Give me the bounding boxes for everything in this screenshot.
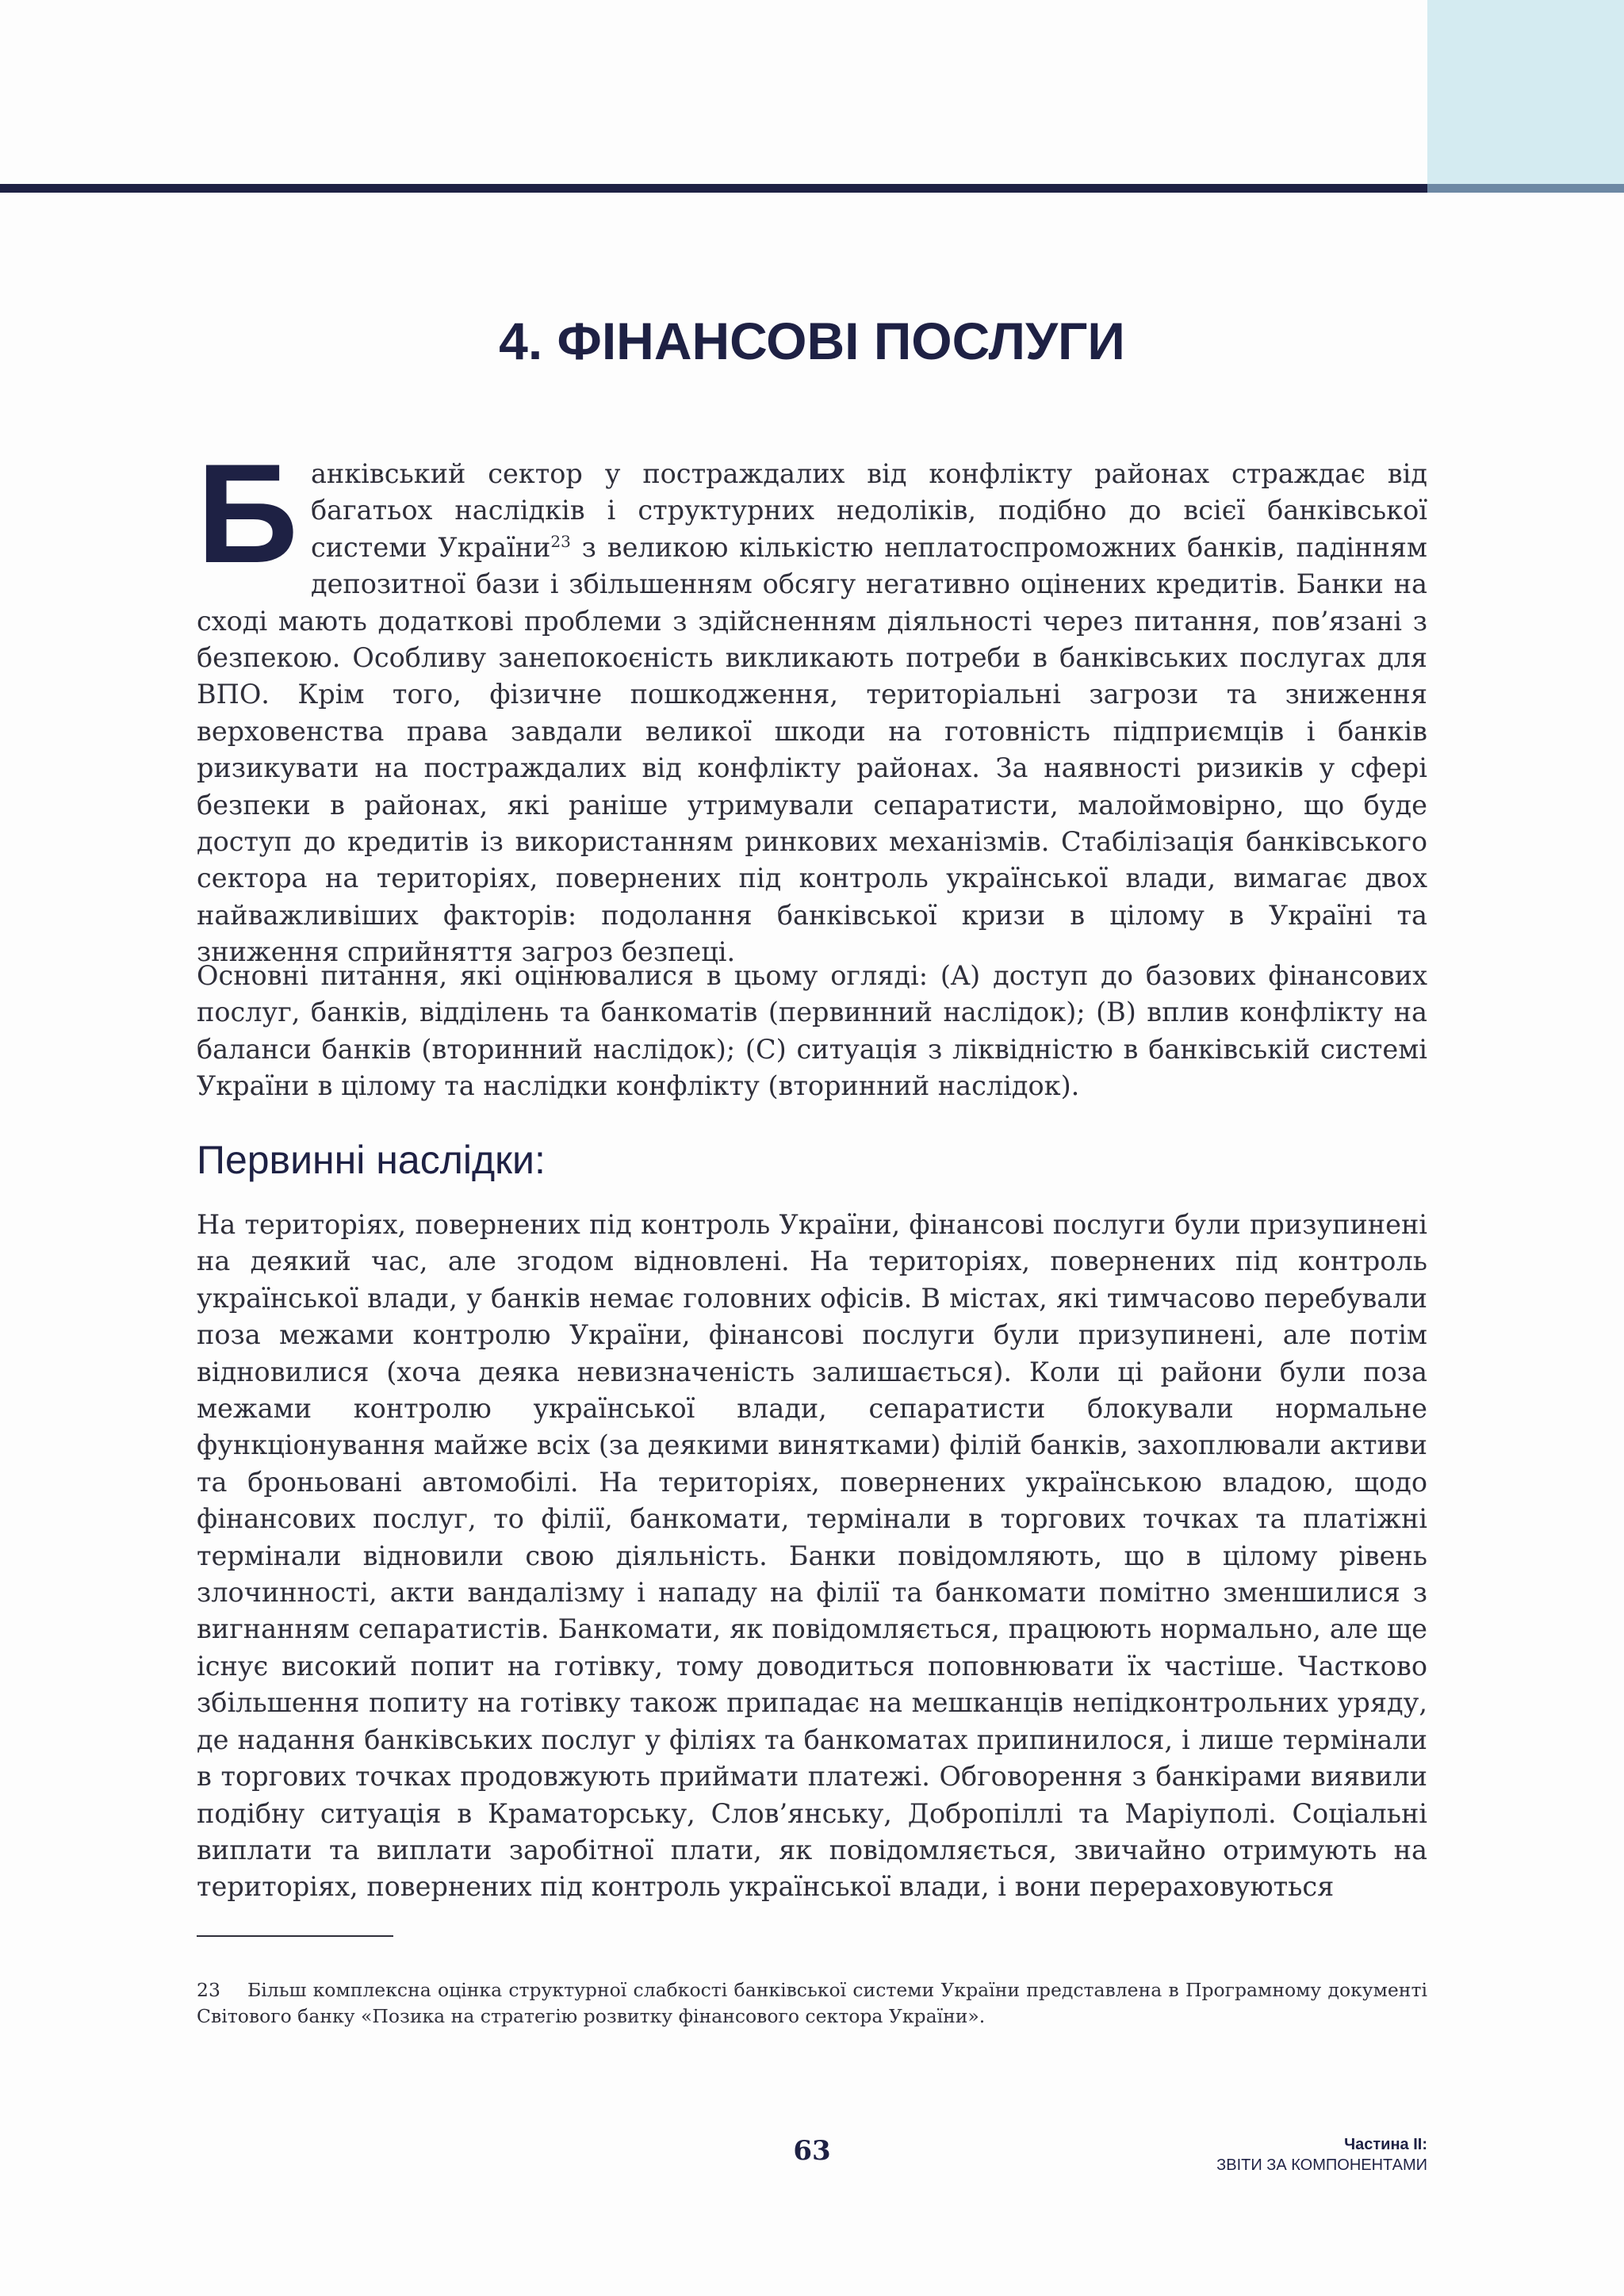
chapter-title: 4. ФІНАНСОВІ ПОСЛУГИ <box>499 312 1125 370</box>
intro-text-start: анківський сектор у постраждалих від конфлікту районах страждає від багатьох наслідків і структурних недоліків, подібно до всієї банківської системи України <box>310 458 1427 563</box>
footnote-divider <box>197 1935 393 1937</box>
drop-cap: Б <box>197 434 298 592</box>
intro-paragraph <box>197 434 1427 971</box>
running-footer <box>1216 2134 1427 2175</box>
header-corner-block <box>1427 0 1624 186</box>
header-rule-accent <box>1427 184 1624 193</box>
footnote <box>197 1977 1427 2030</box>
header-rule <box>0 184 1427 193</box>
section-heading: Первинні наслідки: <box>197 1138 546 1182</box>
footnote-text: Більш комплексна оцінка структурної слабкості банківської системи України представлена в Програмному документі Світового банку «Позика на стратегію розвитку фінансового сектора України». <box>197 1979 1427 2027</box>
section-paragraph: На територіях, повернених під контроль України, фінансові послуги були призупинені на деякий час, але згодом відновлені. На територіях, повернених під контроль української влади, у банків немає головних офісів. В містах, які тимчасово перебували поза межами контролю України, фінансові послуги були призупинені, але потім відновилися (хоча деяка невизначеність залишається). Коли ці райони були поза межами контролю української влади, сепаратисти блокували нормальне функціонування майже всіх (за деякими винятками) філій банків, захоплювали активи та броньовані автомобілі. На територіях, повернених українською владою, щодо фінансових послуг, то філії, банкомати, термінали в торгових точках та платіжні термінали відновили свою діяльність. Банки повідомляють, що в цілому рівень злочинності, акти вандалізму і нападу на філії та банкомати помітно зменшилися з вигнанням сепаратистів. Банкомати, як повідомляється, працюють нормально, але ще існує високий попит на готівку, тому доводиться поповнювати їх частіше. Частково збільшення попиту на готівку також припадає на мешканців непідконтрольних уряду, де надання банківських послуг у філіях та банкоматах припинилося, і лише термінали в торгових точках продовжують приймати платежі. Обговорення з банкірами виявили подібну ситуація в Краматорську, Слов’янську, Добропіллі та Маріуполі. Соціальні виплати та виплати заробітної плати, як повідомляється, звичайно отримують на територіях, повернених під контроль української влади, і вони перераховуються <box>197 1209 1427 1903</box>
footer-part-subtitle: ЗВІТИ ЗА КОМПОНЕНТАМИ <box>1216 2156 1427 2174</box>
page-number: 63 <box>793 2135 831 2167</box>
assessment-paragraph: Основні питання, які оцінювалися в цьому огляді: (A) доступ до базових фінансових послуг, банків, відділень та банкоматів (первинний наслідок); (B) вплив конфлікту на баланси банків (вторинний наслідок); (C) ситуація з ліквідністю в банківській системі України в цілому та наслідки конфлікту (вторинний наслідок). <box>197 960 1427 1102</box>
footnote-number: 23 <box>197 1979 220 2001</box>
footnote-reference[interactable]: 23 <box>550 531 571 551</box>
footer-part-label: Частина II: <box>1344 2136 1427 2153</box>
intro-text-end: з великою кількістю неплатоспроможних банків, падінням депозитної бази і збільшенням обсягу негативно оцінених кредитів. Банки на сході мають додаткові проблеми з здійсненням діяльності через питання, пов’язані з безпекою. Особливу занепокоєність викликають потреби в банківських послугах для ВПО. Крім того, фізичне пошкодження, територіальні загрози та зниження верховенства права завдали великої шкоди на готовність підприємців і банків ризикувати на постраждалих від конфлікту районах. За наявності ризиків у сфері безпеки в районах, які раніше утримували сепаратисти, малоймовірно, що буде доступ до кредитів із використанням ринкових механізмів. Стабілізація банківського сектора на територіях, повернених під контроль української влади, вимагає двох найважливіших факторів: подолання банківської кризи в цілому в Україні та зниження сприйняття загроз безпеці. <box>197 531 1427 968</box>
